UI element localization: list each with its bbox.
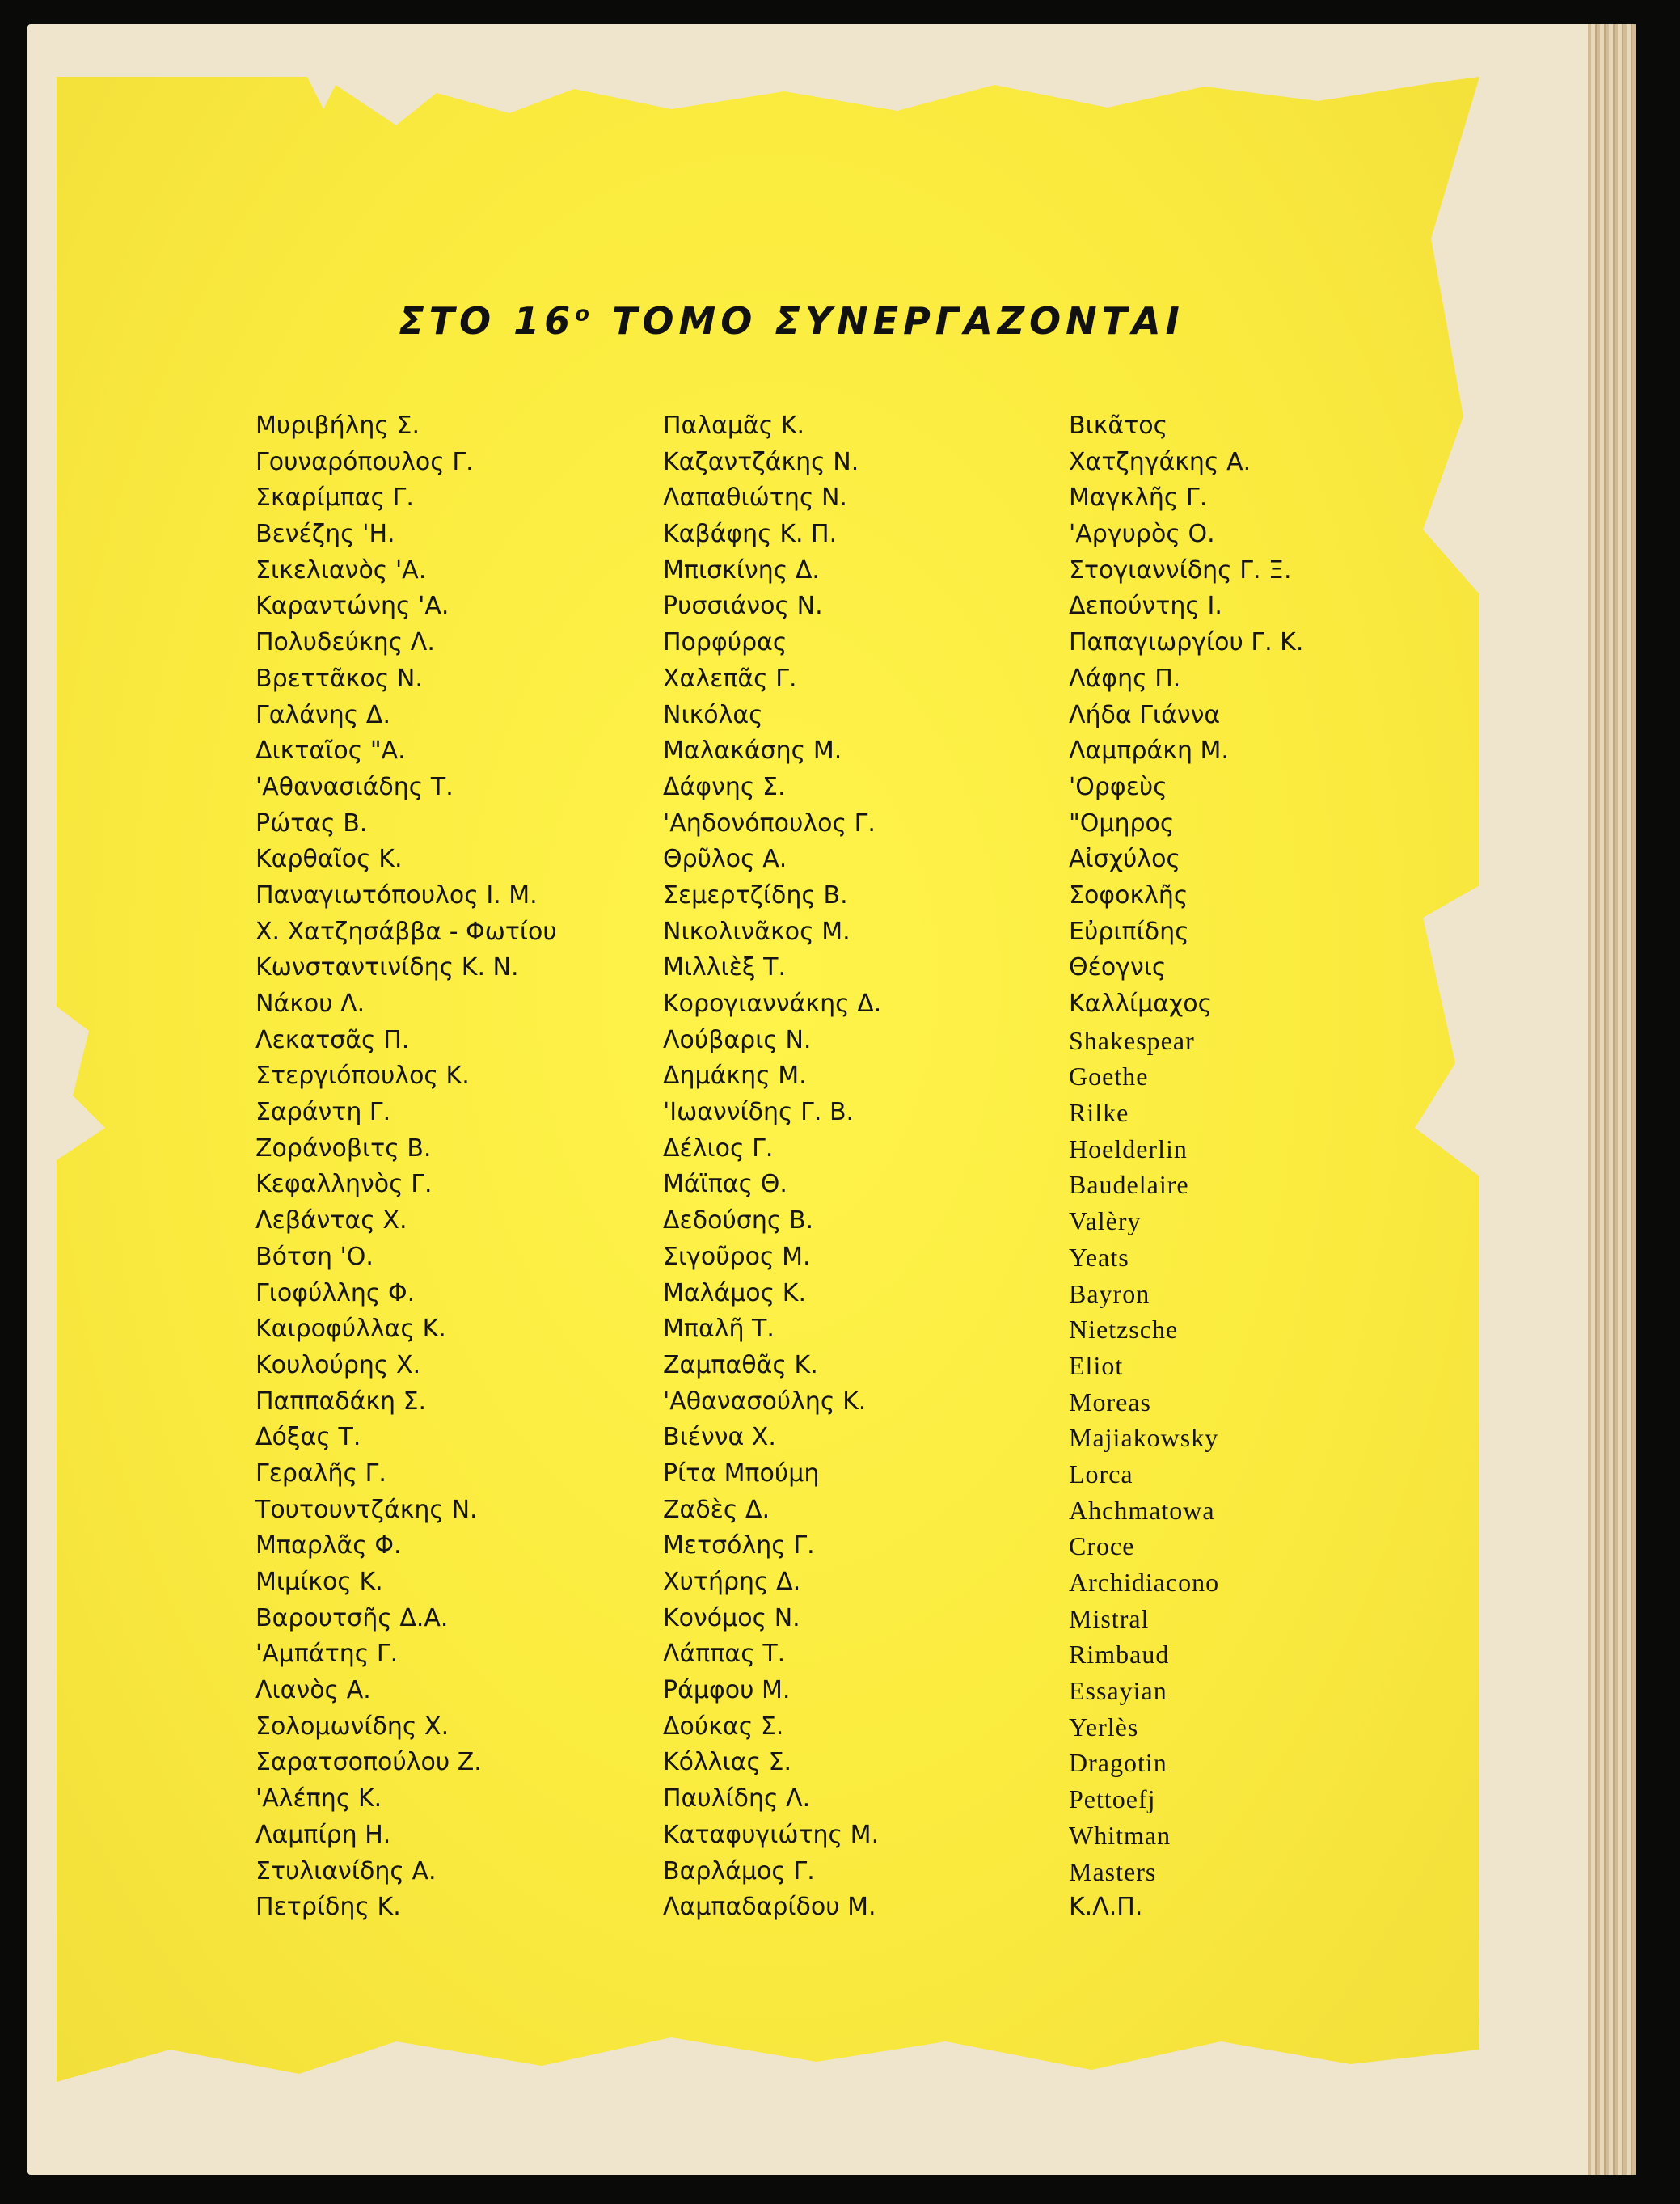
contributor-name: 'Αμπάτης Γ. <box>255 1640 399 1669</box>
contributor-name: Ρίτα Μπούμη <box>663 1459 820 1488</box>
contributor-name: Yerlès <box>1069 1712 1139 1742</box>
contributor-name: Καζαντζάκης Ν. <box>663 447 859 476</box>
contributor-name: Σαράντη Γ. <box>255 1098 391 1127</box>
contributor-name: Βότση 'Ο. <box>255 1242 374 1271</box>
contributor-name: 'Αθανασιάδης Τ. <box>255 772 454 801</box>
contributor-name: Hoelderlin <box>1069 1134 1188 1163</box>
contributor-name: Πορφύρας <box>663 628 787 657</box>
contributor-name: Κουλούρης Χ. <box>255 1350 421 1379</box>
contributor-name: Καραντώνης 'Α. <box>255 592 450 621</box>
contributor-name: Μαγκλῆς Γ. <box>1069 483 1208 513</box>
contributor-name: Rimbaud <box>1069 1640 1170 1670</box>
contributor-name: 'Ορφεὺς <box>1069 772 1167 801</box>
contributor-name: Βενέζης 'Η. <box>255 520 395 549</box>
contributor-name: Βιέννα Χ. <box>663 1423 776 1452</box>
contributor-name: Δικταῖος "Α. <box>255 737 406 766</box>
contributor-name: Δεπούντης Ι. <box>1069 592 1222 621</box>
contributors-column-3 <box>1069 408 1303 1926</box>
contributor-name: Μπαλῆ Τ. <box>663 1315 775 1344</box>
contributor-name: Κόλλιας Σ. <box>663 1748 792 1777</box>
contributor-name: Bayron <box>1069 1278 1150 1308</box>
contributor-name: Μιμίκος Κ. <box>255 1568 383 1596</box>
contributor-name: Κ.Λ.Π. <box>1069 1893 1143 1922</box>
contributor-name: Νικόλας <box>663 700 763 729</box>
contributor-name: Ρώτας Β. <box>255 809 368 838</box>
contributor-name: Ζοράνοβιτς Β. <box>255 1134 432 1163</box>
contributor-name: Ζαμπαθᾶς Κ. <box>663 1350 818 1379</box>
contributor-name: Νάκου Λ. <box>255 990 365 1018</box>
contributor-name: Χ. Χατζησάββα - Φωτίου <box>255 917 557 946</box>
contributor-name: Νικολινᾶκος Μ. <box>663 917 851 946</box>
contributor-name: Κεφαλληνὸς Γ. <box>255 1170 433 1199</box>
contributor-name: Ζαδὲς Δ. <box>663 1495 770 1524</box>
page-edges <box>1588 24 1636 2175</box>
contributor-name: Γεραλῆς Γ. <box>255 1459 386 1488</box>
contributor-name: Essayian <box>1069 1676 1167 1706</box>
contributor-name: Δάφνης Σ. <box>663 772 786 801</box>
contributor-name: Χυτήρης Δ. <box>663 1568 801 1596</box>
contributor-name: Στογιαννίδης Γ. Ξ. <box>1069 555 1292 585</box>
contributor-name: Κωνσταντινίδης Κ. Ν. <box>255 953 519 982</box>
contributor-name: Μπαρλᾶς Φ. <box>255 1531 402 1560</box>
contributor-name: Λούβαρις Ν. <box>663 1025 812 1054</box>
contributor-name: Σοφοκλῆς <box>1069 880 1188 910</box>
contributor-name: Καρθαῖος Κ. <box>255 845 403 874</box>
contributors-column-2 <box>663 408 881 1926</box>
contributor-name: Βικᾶτος <box>1069 412 1168 440</box>
contributor-name: Παπαγιωργίου Γ. Κ. <box>1069 628 1304 657</box>
contributor-name: Τουτουντζάκης Ν. <box>255 1495 478 1524</box>
contributor-name: Μιλλιὲξ Τ. <box>663 953 787 982</box>
contributor-name: Lorca <box>1069 1459 1133 1488</box>
contributor-name: Λάππας Τ. <box>663 1640 786 1669</box>
page-title <box>0 299 1631 343</box>
contributor-name: Σιγοῦρος Μ. <box>663 1242 811 1271</box>
contributor-name: Κονόμος Ν. <box>663 1603 800 1632</box>
contributor-name: Μετσόλης Γ. <box>663 1531 815 1560</box>
contributor-name: Αἰσχύλος <box>1069 845 1181 874</box>
contributor-name: Βαρουτσῆς Δ.Α. <box>255 1603 449 1632</box>
contributor-name: Valèry <box>1069 1206 1142 1236</box>
contributor-name: Θέογνις <box>1069 953 1167 982</box>
contributor-name: Καλλίμαχος <box>1069 990 1213 1018</box>
contributor-name: Pettoefj <box>1069 1784 1156 1814</box>
contributor-name: Λαπαθιώτης Ν. <box>663 483 847 513</box>
contributor-name: Πολυδεύκης Λ. <box>255 628 435 657</box>
contributor-name: Σαρατσοπούλου Ζ. <box>255 1748 482 1777</box>
contributor-name: Dragotin <box>1069 1748 1167 1778</box>
contributor-name: 'Αθανασούλης Κ. <box>663 1387 867 1416</box>
contributor-name: Rilke <box>1069 1098 1129 1128</box>
contributor-name: Μαλακάσης Μ. <box>663 737 842 766</box>
contributor-name: Κορογιαννάκης Δ. <box>663 990 882 1018</box>
contributor-name: Καταφυγιώτης Μ. <box>663 1820 880 1849</box>
contributor-name: Βαρλάμος Γ. <box>663 1856 815 1885</box>
contributor-name: Παναγιωτόπουλος Ι. Μ. <box>255 880 538 910</box>
contributor-name: Θρῦλος Α. <box>663 845 787 874</box>
contributor-name: 'Ιωαννίδης Γ. Β. <box>663 1098 855 1127</box>
contributor-name: Baudelaire <box>1069 1170 1189 1200</box>
contributor-name: Πετρίδης Κ. <box>255 1893 401 1922</box>
contributor-name: Δόξας Τ. <box>255 1423 361 1452</box>
contributor-name: Λιανὸς Α. <box>255 1676 371 1705</box>
contributor-name: Λεκατσᾶς Π. <box>255 1025 410 1054</box>
contributor-name: Στεργιόπουλος Κ. <box>255 1062 470 1091</box>
contributor-name: Σκαρίμπας Γ. <box>255 483 414 513</box>
contributor-name: Σολομωνίδης Χ. <box>255 1712 450 1741</box>
contributor-name: Γιοφύλλης Φ. <box>255 1278 416 1307</box>
contributor-name: Μαλάμος Κ. <box>663 1278 806 1307</box>
contributor-name: Εὐριπίδης <box>1069 917 1189 946</box>
contributors-column-1 <box>255 408 557 1926</box>
contributor-name: Μπισκίνης Δ. <box>663 555 820 585</box>
contributor-name: Majiakowsky <box>1069 1423 1219 1453</box>
contributor-name: Δεδούσης Β. <box>663 1206 814 1235</box>
contributor-name: Παλαμᾶς Κ. <box>663 412 805 440</box>
contributor-name: "Ομηρος <box>1069 809 1175 838</box>
contributor-name: Σικελιανὸς 'Α. <box>255 555 427 585</box>
contributor-name: 'Αργυρὸς Ο. <box>1069 520 1215 549</box>
contributor-name: Mistral <box>1069 1603 1150 1633</box>
contributor-name: Λήδα Γιάννα <box>1069 700 1221 729</box>
contributor-name: Ahchmatowa <box>1069 1495 1215 1525</box>
contributor-name: Nietzsche <box>1069 1315 1179 1345</box>
contributor-name: Moreas <box>1069 1387 1151 1417</box>
contributor-name: Μάϊπας Θ. <box>663 1170 787 1199</box>
contributor-name: Χατζηγάκης Α. <box>1069 447 1252 476</box>
contributor-name: Γαλάνης Δ. <box>255 700 390 729</box>
title-superscript: ο <box>575 302 595 327</box>
contributor-name: Ρυσσιάνος Ν. <box>663 592 823 621</box>
contributor-name: Λαμπράκη Μ. <box>1069 737 1229 766</box>
contributor-name: Στυλιανίδης Α. <box>255 1856 437 1885</box>
contributor-name: Καβάφης Κ. Π. <box>663 520 838 549</box>
contributor-name: 'Αλέπης Κ. <box>255 1784 382 1813</box>
contributor-name: 'Αηδονόπουλος Γ. <box>663 809 876 838</box>
contributor-name: Λαμπίρη Η. <box>255 1820 391 1849</box>
contributor-name: Λεβάντας Χ. <box>255 1206 407 1235</box>
contributor-name: Archidiacono <box>1069 1568 1220 1597</box>
contributor-name: Σεμερτζίδης Β. <box>663 880 848 910</box>
contributor-name: Ράμφου Μ. <box>663 1676 791 1705</box>
contributor-name: Croce <box>1069 1531 1135 1561</box>
contributor-name: Παππαδάκη Σ. <box>255 1387 427 1416</box>
contributor-name: Shakespear <box>1069 1025 1195 1055</box>
contributor-name: Γουναρόπουλος Γ. <box>255 447 474 476</box>
contributor-name: Παυλίδης Λ. <box>663 1784 811 1813</box>
contributor-name: Yeats <box>1069 1242 1129 1272</box>
contributor-name: Goethe <box>1069 1062 1149 1091</box>
contributor-name: Δημάκης Μ. <box>663 1062 807 1091</box>
contributor-name: Χαλεπᾶς Γ. <box>663 664 797 693</box>
contributor-name: Λαμπαδαρίδου Μ. <box>663 1893 876 1922</box>
contributor-name: Λάφης Π. <box>1069 664 1181 693</box>
contributor-name: Whitman <box>1069 1820 1171 1850</box>
contributor-name: Δούκας Σ. <box>663 1712 784 1741</box>
contributor-name: Δέλιος Γ. <box>663 1134 774 1163</box>
contributor-name: Masters <box>1069 1856 1157 1886</box>
contributor-name: Μυριβήλης Σ. <box>255 412 420 440</box>
title-suffix: ΤΟΜΟ ΣΥΝΕΡΓΑΖΟΝΤΑΙ <box>594 299 1184 343</box>
contributor-name: Eliot <box>1069 1350 1124 1380</box>
title-prefix: ΣΤΟ 16 <box>399 299 576 343</box>
contributor-name: Βρεττᾶκος Ν. <box>255 664 423 693</box>
contributor-name: Καιροφύλλας Κ. <box>255 1315 446 1344</box>
